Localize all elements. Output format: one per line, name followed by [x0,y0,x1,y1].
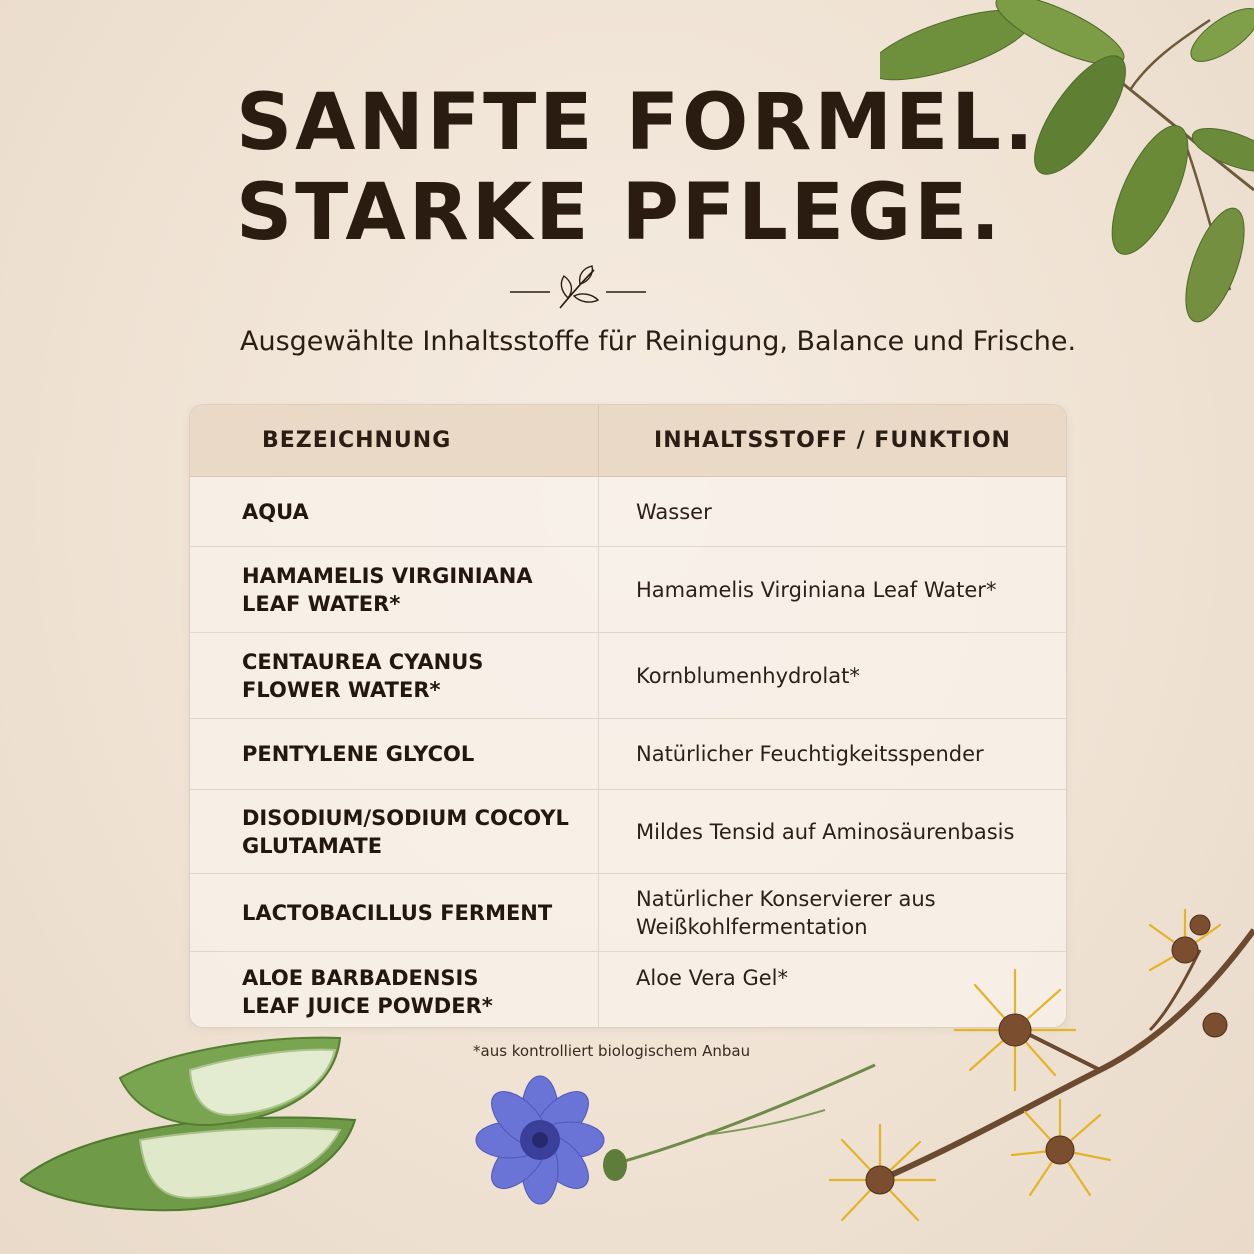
ingredient-name [190,547,599,632]
ingredient-name-line: LACTOBACILLUS FERMENT [242,900,553,925]
ingredient-function-line: Natürlicher Feuchtigkeitsspender [636,742,984,766]
ingredient-function [599,477,1066,546]
ingredient-function-line: Aloe Vera Gel* [636,966,789,990]
witch-hazel-decoration [820,900,1254,1254]
table-row [190,547,1066,633]
ingredient-name [190,633,599,718]
table-row [190,633,1066,719]
ingredient-name-line: AQUA [242,499,309,524]
ingredient-name [190,874,599,951]
subtitle: Ausgewählte Inhaltsstoffe für Reinigung, Balance und Frische. [240,326,1077,357]
ingredient-name-line: LEAF WATER* [242,591,401,616]
ingredient-name [190,790,599,873]
ingredient-function-line: Natürlicher Konservierer aus [636,886,936,911]
table-row [190,477,1066,547]
ingredient-function [599,790,1066,873]
ingredient-name-line: PENTYLENE GLYCOL [242,742,475,766]
ingredient-function-line: Wasser [636,499,712,524]
headline [236,78,1037,258]
ingredient-name-line: HAMAMELIS VIRGINIANA [242,563,533,588]
ingredient-name-line: LEAF JUICE POWDER* [242,994,493,1018]
ingredient-function-line: Hamamelis Virginiana Leaf Water* [636,577,997,602]
ingredient-name-line: CENTAUREA CYANUS [242,649,484,674]
headline-line-2: STARKE PFLEGE. [236,168,1004,258]
ingredient-name-line: FLOWER WATER* [242,677,441,702]
column-header-name: BEZEICHNUNG [190,405,599,476]
ingredient-name-line: ALOE BARBADENSIS [242,966,479,990]
column-header-function: INHALTSSTOFF / FUNKTION [654,428,1011,453]
footnote: *aus kontrolliert biologischem Anbau [473,1042,751,1060]
ingredient-function-line: Weißkohlfermentation [636,914,868,939]
ingredient-function-line: Kornblumenhydrolat* [636,663,860,688]
table-row [190,719,1066,790]
ingredient-name [190,952,599,1028]
aloe-vera-decoration [20,1030,370,1254]
ingredient-name [190,719,599,789]
ingredient-function [599,547,1066,632]
ingredient-name [190,477,599,546]
headline-line-1: SANFTE FORMEL. [236,78,1037,168]
leaf-divider-icon [508,262,648,314]
ingredient-function-line: Mildes Tensid auf Aminosäurenbasis [636,819,1015,844]
ingredient-name-line: GLUTAMATE [242,833,383,858]
ingredient-name-line: DISODIUM/SODIUM COCOYL [242,805,569,830]
table-header [190,405,1066,477]
ingredient-function [599,719,1066,789]
ingredient-function [599,633,1066,718]
table-row [190,790,1066,874]
